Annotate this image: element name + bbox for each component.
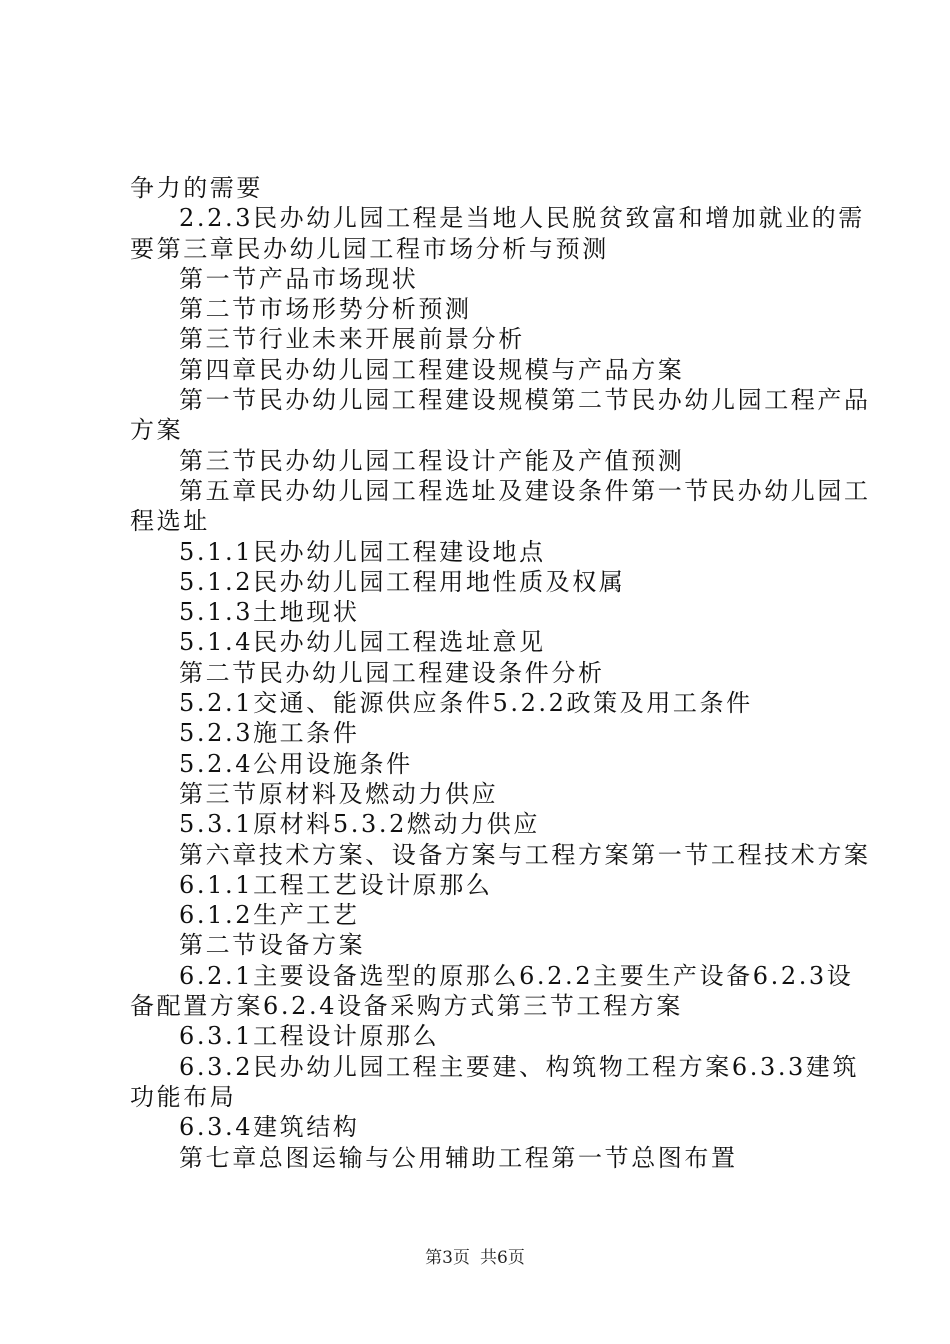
text-line: 第一节产品市场现状 xyxy=(179,264,419,293)
text-line: 5.3.1原材料5.3.2燃动力供应 xyxy=(179,810,540,839)
text-line: 第四章民办幼儿园工程建设规模与产品方案 xyxy=(179,355,685,384)
page-number: 第3页 xyxy=(425,1248,470,1268)
text-line: 6.3.4建筑结构 xyxy=(179,1113,360,1142)
text-line: 第二节设备方案 xyxy=(179,931,366,960)
text-line: 5.1.1民办幼儿园工程建设地点 xyxy=(179,537,546,566)
text-line: 2.2.3民办幼儿园工程是当地人民脱贫致富和增加就业的需 xyxy=(179,204,865,233)
text-line: 第三节行业未来开展前景分析 xyxy=(179,325,525,354)
text-line: 5.1.4民办幼儿园工程选址意见 xyxy=(179,628,546,657)
text-line: 6.2.1主要设备选型的原那么6.2.2主要生产设备6.2.3设 xyxy=(179,961,854,990)
text-line: 5.2.3施工条件 xyxy=(179,719,360,748)
text-line: 程选址 xyxy=(130,507,210,536)
text-line: 6.3.2民办幼儿园工程主要建、构筑物工程方案6.3.3建筑 xyxy=(179,1052,860,1081)
text-line: 第五章民办幼儿园工程选址及建设条件第一节民办幼儿园工 xyxy=(179,476,871,505)
text-line: 5.2.1交通、能源供应条件5.2.2政策及用工条件 xyxy=(179,689,753,718)
text-line: 第三节民办幼儿园工程设计产能及产值预测 xyxy=(179,446,685,475)
text-line: 第六章技术方案、设备方案与工程方案第一节工程技术方案 xyxy=(179,840,871,869)
text-line: 功能布局 xyxy=(130,1082,237,1111)
text-line: 方案 xyxy=(130,416,184,445)
text-line: 第七章总图运输与公用辅助工程第一节总图布置 xyxy=(179,1143,738,1172)
text-line: 备配置方案6.2.4设备采购方式第三节工程方案 xyxy=(130,992,683,1021)
text-line: 5.2.4公用设施条件 xyxy=(179,749,413,778)
text-line: 第三节原材料及燃动力供应 xyxy=(179,779,499,808)
page-total: 共6页 xyxy=(480,1248,525,1268)
text-line: 第一节民办幼儿园工程建设规模第二节民办幼儿园工程产品 xyxy=(179,386,871,415)
text-line: 5.1.3土地现状 xyxy=(179,598,360,627)
text-line: 6.3.1工程设计原那么 xyxy=(179,1022,440,1051)
text-line: 要第三章民办幼儿园工程市场分析与预测 xyxy=(130,234,609,263)
text-line: 第二节民办幼儿园工程建设条件分析 xyxy=(179,658,605,687)
text-line: 6.1.2生产工艺 xyxy=(179,901,360,930)
text-line: 争力的需要 xyxy=(130,174,263,202)
text-line: 第二节市场形势分析预测 xyxy=(179,295,472,324)
text-line: 5.1.2民办幼儿园工程用地性质及权属 xyxy=(179,567,626,596)
document-body xyxy=(130,173,871,1173)
page-footer xyxy=(0,1243,950,1268)
text-line: 6.1.1工程工艺设计原那么 xyxy=(179,870,493,899)
